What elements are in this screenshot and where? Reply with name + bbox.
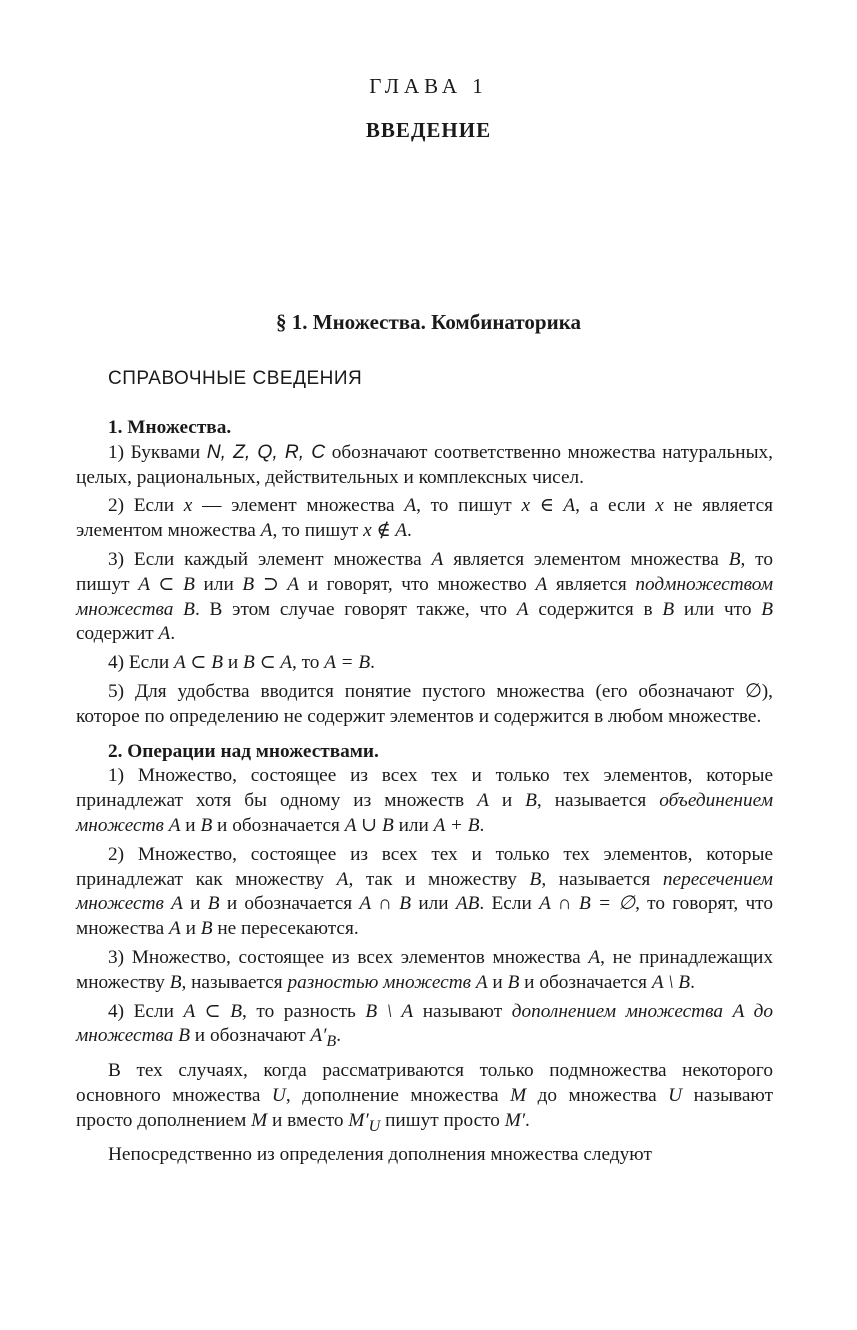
paragraph-1-3: 3) Если каждый элемент множества A является элементом множества B, то пишут A ⊂ B или B ⊃ A и говорят, что множество A является подмножеством множества B. В этом случае говорят также, что A содержится в B или что B содержит A. bbox=[76, 548, 774, 645]
paragraph-2-1: 1) Множество, состоящее из всех тех и только тех элементов, которые принадлежат хотя бы одному из множеств A и B, называется объединением множеств A и B и обозначается A ∪ B или A + B. bbox=[76, 765, 773, 836]
paragraph-1-2: 2) Если x — элемент множества A, то пишут x ∈ A, а если x не является элементом множества A, то пишут x ∉ A. bbox=[76, 495, 774, 542]
paragraph-2-5: В тех случаях, когда рассматриваются только подмножества некоторого основного множества U, дополнение множества M до множества U называют просто дополнением M и вместо $M'_U$ пишут просто M′. bbox=[76, 1059, 774, 1135]
subsection-title-sets: 1. Множества. bbox=[108, 417, 232, 438]
paragraph-1-1: 1) Буквами N, Z, Q, R, C обозначают соответственно множества натуральных, целых, рациональных, действительных и комплексных чисел. bbox=[76, 441, 774, 488]
subsection-title-operations: 2. Операции над множествами. bbox=[108, 740, 379, 762]
chapter-title: ВВЕДЕНИЕ bbox=[365, 118, 492, 142]
paragraph-1-5: 5) Для удобства вводится понятие пустого множества (его обозначают ∅), которое по определению не содержит элементов и содержится в любом множестве. bbox=[76, 680, 773, 727]
paragraph-1-4: 4) Если A ⊂ B и B ⊂ A, то A = B. bbox=[108, 652, 375, 674]
paragraph-2-6: Непосредственно из определения дополнения множества следуют bbox=[108, 1144, 652, 1166]
section-title: § 1. Множества. Комбинаторика bbox=[276, 310, 581, 334]
paragraph-2-2: 2) Множество, состоящее из всех тех и только тех элементов, которые принадлежат как множеству A, так и множеству B, называется пересечением множеств A и B и обозначается A ∩ B или AB. Если A ∩ B = ∅, то говорят, что множества A и B не пересекаются. bbox=[76, 843, 773, 940]
chapter-label: ГЛАВА 1 bbox=[369, 74, 488, 98]
body-text bbox=[76, 416, 773, 1168]
paragraph-2-4: 4) Если A ⊂ B, то разность B \ A называют дополнением множества A до множества B и обозначают $A'_B$. bbox=[76, 1000, 773, 1051]
paragraph-2-3: 3) Множество, состоящее из всех элементов множества A, не принадлежащих множеству B, называется разностью множеств A и B и обозначается A \ B. bbox=[76, 946, 774, 993]
reference-heading: СПРАВОЧНЫЕ СВЕДЕНИЯ bbox=[108, 368, 363, 389]
